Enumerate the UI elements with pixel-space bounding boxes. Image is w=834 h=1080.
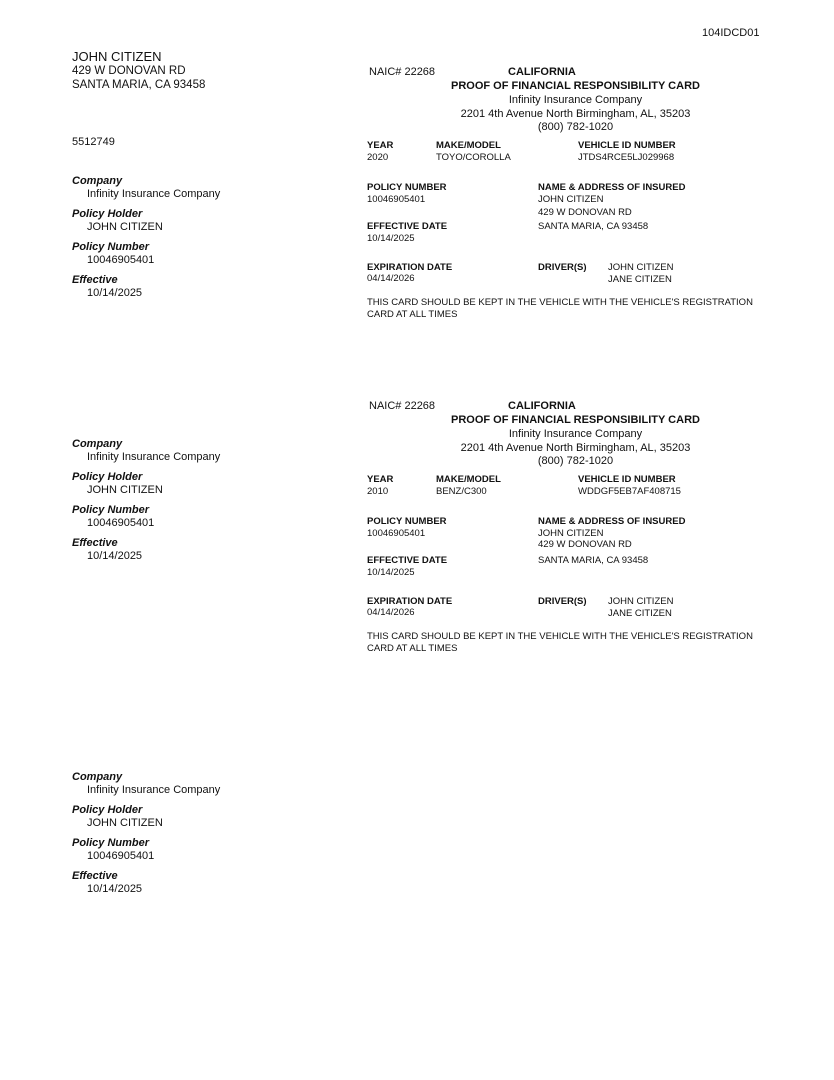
insurance-card-1 <box>367 66 807 366</box>
vehicle-vin: JTDS4RCE5LJ029968 <box>578 152 675 163</box>
notice-line-1: THIS CARD SHOULD BE KEPT IN THE VEHICLE WITH THE VEHICLE'S REGISTRATION <box>367 631 753 642</box>
company-value: Infinity Insurance Company <box>87 451 221 463</box>
notice-line-2: CARD AT ALL TIMES <box>367 309 458 320</box>
insured-city: SANTA MARIA, CA 93458 <box>538 221 649 232</box>
effective-value: 10/14/2025 <box>87 550 143 562</box>
effective-label: Effective <box>72 537 118 549</box>
card-insurer-address: 2201 4th Avenue North Birmingham, AL, 35203 <box>460 442 691 454</box>
insured-name: JOHN CITIZEN <box>538 194 604 205</box>
policy-info-block-2 <box>72 438 220 563</box>
make-model-label: MAKE/MODEL <box>436 474 501 485</box>
vin-label: VEHICLE ID NUMBER <box>578 140 676 151</box>
notice-line-1: THIS CARD SHOULD BE KEPT IN THE VEHICLE WITH THE VEHICLE'S REGISTRATION <box>367 297 753 308</box>
effective-label: Effective <box>72 870 118 882</box>
driver-1: JOHN CITIZEN <box>608 262 674 273</box>
effective-date-label: EFFECTIVE DATE <box>367 221 448 232</box>
drivers-label: DRIVER(S) <box>538 262 587 273</box>
vehicle-year: 2020 <box>367 152 389 163</box>
naic-number: NAIC# 22268 <box>369 66 436 78</box>
policy-info-block-1 <box>72 175 220 300</box>
policy-holder-label: Policy Holder <box>72 471 143 483</box>
policy-number: 10046905401 <box>367 528 426 539</box>
card-insurer-phone: (800) 782-1020 <box>537 121 614 133</box>
year-label: YEAR <box>367 140 394 151</box>
policy-number-label: Policy Number <box>72 837 150 849</box>
expiration-date-label: EXPIRATION DATE <box>367 596 453 607</box>
effective-date: 10/14/2025 <box>367 567 415 578</box>
card-notice <box>367 297 787 321</box>
card-insurer-address: 2201 4th Avenue North Birmingham, AL, 35203 <box>460 108 691 120</box>
mailing-name: JOHN CITIZEN <box>72 49 162 64</box>
driver-2: JANE CITIZEN <box>608 608 672 619</box>
company-value: Infinity Insurance Company <box>87 784 221 796</box>
insured-name: JOHN CITIZEN <box>538 528 604 539</box>
effective-value: 10/14/2025 <box>87 287 143 299</box>
policy-number: 10046905401 <box>367 194 426 205</box>
card-notice <box>367 631 787 655</box>
company-label: Company <box>72 771 123 783</box>
policy-number-value: 10046905401 <box>87 850 155 862</box>
policy-number-label: POLICY NUMBER <box>367 516 447 527</box>
mailing-street: 429 W DONOVAN RD <box>72 65 186 77</box>
card-title: PROOF OF FINANCIAL RESPONSIBILITY CARD <box>451 414 700 426</box>
company-label: Company <box>72 175 123 187</box>
vin-label: VEHICLE ID NUMBER <box>578 474 676 485</box>
vehicle-vin: WDDGF5EB7AF408715 <box>578 486 681 497</box>
policy-info-block-3 <box>72 771 220 896</box>
effective-value: 10/14/2025 <box>87 883 143 895</box>
effective-date: 10/14/2025 <box>367 233 415 244</box>
driver-2: JANE CITIZEN <box>608 274 672 285</box>
insured-city: SANTA MARIA, CA 93458 <box>538 555 649 566</box>
insurance-card-2 <box>367 400 807 700</box>
policy-number-value: 10046905401 <box>87 517 155 529</box>
document-code: 104IDCD01 <box>702 27 760 39</box>
effective-date-label: EFFECTIVE DATE <box>367 555 448 566</box>
insured-street: 429 W DONOVAN RD <box>538 539 632 550</box>
policy-number-value: 10046905401 <box>87 254 155 266</box>
driver-1: JOHN CITIZEN <box>608 596 674 607</box>
make-model-label: MAKE/MODEL <box>436 140 501 151</box>
expiration-date: 04/14/2026 <box>367 273 415 284</box>
policy-holder-value: JOHN CITIZEN <box>87 484 163 496</box>
vehicle-make-model: BENZ/C300 <box>436 486 487 497</box>
mailing-city: SANTA MARIA, CA 93458 <box>72 79 206 91</box>
card-state: CALIFORNIA <box>508 400 576 412</box>
policy-number-label: Policy Number <box>72 504 150 516</box>
policy-holder-value: JOHN CITIZEN <box>87 221 163 233</box>
policy-number-label: Policy Number <box>72 241 150 253</box>
card-title: PROOF OF FINANCIAL RESPONSIBILITY CARD <box>451 80 700 92</box>
policy-holder-label: Policy Holder <box>72 804 143 816</box>
drivers-label: DRIVER(S) <box>538 596 587 607</box>
policy-holder-value: JOHN CITIZEN <box>87 817 163 829</box>
notice-line-2: CARD AT ALL TIMES <box>367 643 458 654</box>
naic-number: NAIC# 22268 <box>369 400 436 412</box>
vehicle-make-model: TOYO/COROLLA <box>436 152 511 163</box>
vehicle-year: 2010 <box>367 486 389 497</box>
policy-number-label: POLICY NUMBER <box>367 182 447 193</box>
year-label: YEAR <box>367 474 394 485</box>
expiration-date: 04/14/2026 <box>367 607 415 618</box>
card-insurer-phone: (800) 782-1020 <box>537 455 614 467</box>
company-label: Company <box>72 438 123 450</box>
insured-label: NAME & ADDRESS OF INSURED <box>538 182 686 193</box>
mailing-address <box>72 49 205 92</box>
expiration-date-label: EXPIRATION DATE <box>367 262 453 273</box>
card-state: CALIFORNIA <box>508 66 576 78</box>
effective-label: Effective <box>72 274 118 286</box>
account-number: 5512749 <box>72 136 115 148</box>
card-insurer: Infinity Insurance Company <box>508 94 643 106</box>
policy-holder-label: Policy Holder <box>72 208 143 220</box>
insured-label: NAME & ADDRESS OF INSURED <box>538 516 686 527</box>
insured-street: 429 W DONOVAN RD <box>538 207 632 218</box>
card-insurer: Infinity Insurance Company <box>508 428 643 440</box>
company-value: Infinity Insurance Company <box>87 188 221 200</box>
